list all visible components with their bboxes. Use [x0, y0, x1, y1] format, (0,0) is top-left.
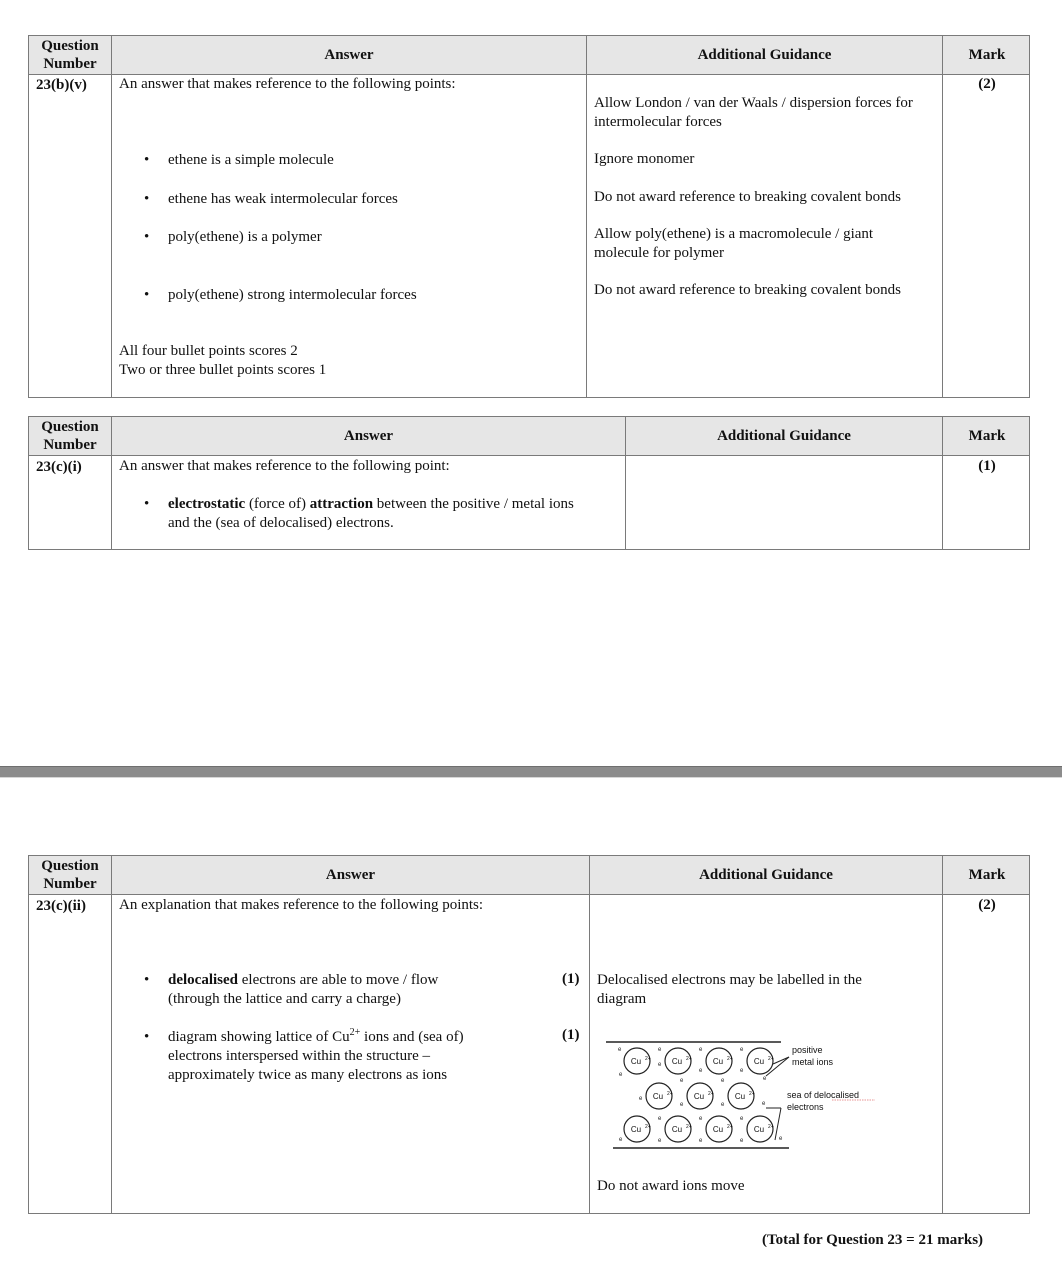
answer-bullet: • ethene is a simple molecule [168, 151, 334, 170]
header-answer: Answer [325, 867, 376, 883]
cu-ion-charge: 2+ [727, 1056, 733, 1062]
bullet-mark: (1) [562, 1027, 580, 1043]
electron: e [658, 1047, 662, 1053]
metallic-lattice-diagram [601, 1036, 901, 1156]
header-mark: Mark [968, 428, 1006, 444]
cu-ion-label: Cu [671, 1125, 683, 1134]
header-answer: Answer [324, 47, 374, 63]
ion-label-arrow [773, 1057, 789, 1064]
header-question-number: Question Number [41, 38, 99, 72]
answer-bullet: • ethene has weak intermolecular forces [168, 190, 398, 209]
electron: e [763, 1076, 767, 1082]
cu-ion-charge: 2+ [768, 1056, 774, 1062]
electron: e [618, 1047, 622, 1053]
cu-ion-label: Cu [671, 1057, 683, 1066]
answer-bullet: • electrostatic (force of) attraction between the positive / metal ions and the (sea of delocalised) electrons. [168, 495, 598, 533]
header-mark: Mark [968, 47, 1006, 63]
label-electrons: electrons [787, 1102, 824, 1112]
question-number: 23(c)(i) [36, 459, 82, 475]
bullet-mark: (1) [562, 971, 580, 987]
electron: e [680, 1078, 684, 1084]
cu-ion-charge: 2+ [645, 1124, 651, 1130]
question-number: 23(c)(ii) [36, 898, 86, 914]
mark-value: (2) [978, 897, 996, 913]
cu-ion-charge: 2+ [667, 1091, 673, 1097]
electron: e [639, 1096, 643, 1102]
cu-ion-label: Cu [630, 1057, 642, 1066]
markscheme-table-23bv [28, 35, 1030, 398]
cu-ion-charge: 2+ [645, 1056, 651, 1062]
answer-bullet: • diagram showing lattice of $Cu^{2+}$ ions and (sea of) electrons interspersed within the structure – approximately twice as many electrons as ions [168, 1028, 508, 1085]
answer-bullet: • poly(ethene) strong intermolecular forces [168, 286, 417, 305]
mark-value: (2) [978, 76, 996, 92]
header-additional-guidance: Additional Guidance [699, 867, 833, 883]
cu-ion-label: Cu [693, 1092, 705, 1101]
mark-value: (1) [978, 458, 996, 474]
cu-ion-label: Cu [734, 1092, 746, 1101]
electron: e [658, 1116, 662, 1122]
page-divider [0, 766, 1062, 778]
electron: e [699, 1047, 703, 1053]
electron: e [699, 1116, 703, 1122]
cu-ion-charge: 2+ [768, 1124, 774, 1130]
header-question-number: Question Number [41, 858, 99, 892]
answer-bullet: • delocalised electrons are able to move / flow (through the lattice and carry a charge) [168, 971, 478, 1009]
cu-ion-charge: 2+ [708, 1091, 714, 1097]
cu-ion-label: Cu [652, 1092, 664, 1101]
answer-intro: An explanation that makes reference to the following points: [119, 897, 484, 913]
header-additional-guidance: Additional Guidance [697, 47, 832, 63]
electron: e [699, 1068, 703, 1074]
electron: e [699, 1138, 703, 1144]
header-question-number: Question Number [41, 419, 99, 453]
question-number: 23(b)(v) [36, 77, 87, 93]
cu-ion-charge: 2+ [686, 1124, 692, 1130]
guidance-note: Allow London / van der Waals / dispersion forces for intermolecular forces [594, 95, 913, 130]
cu-ion-label: Cu [712, 1057, 724, 1066]
electron: e [779, 1136, 783, 1142]
cu-ion-charge: 2+ [686, 1056, 692, 1062]
electron: e [680, 1102, 684, 1108]
label-metal-ions: metal ions [792, 1057, 834, 1067]
cu-ion-label: Cu [630, 1125, 642, 1134]
electron: e [740, 1138, 744, 1144]
electron: e [740, 1068, 744, 1074]
electron: e [762, 1101, 766, 1107]
markscheme-table-23ci [28, 416, 1030, 550]
electron: e [619, 1137, 623, 1143]
header-additional-guidance: Additional Guidance [717, 428, 851, 444]
question-total: (Total for Question 23 = 21 marks) [762, 1232, 984, 1248]
guidance-note: Delocalised electrons may be labelled in the diagram [597, 972, 862, 1007]
guidance-note: Ignore monomer [594, 151, 695, 167]
cu-ion-charge: 2+ [727, 1124, 733, 1130]
label-sea-of-delocalised: sea of delocalised [787, 1090, 860, 1100]
guidance-note: Do not award reference to breaking covalent bonds [594, 189, 901, 205]
electron: e [619, 1072, 623, 1078]
markscheme-table-23cii [28, 855, 1030, 1214]
header-answer: Answer [343, 428, 394, 444]
header-mark: Mark [968, 867, 1006, 883]
answer-intro: An answer that makes reference to the following points: [119, 76, 456, 92]
label-positive-ions: positive [792, 1045, 823, 1055]
answer-bullet: • poly(ethene) is a polymer [168, 228, 322, 247]
electron: e [658, 1062, 662, 1068]
guidance-note: Do not award ions move [597, 1178, 745, 1194]
scoring-rule: Two or three bullet points scores 1 [119, 362, 327, 378]
cu-ion-label: Cu [753, 1125, 765, 1134]
electron: e [740, 1116, 744, 1122]
answer-intro: An answer that makes reference to the following point: [119, 458, 450, 474]
cu-ion-charge: 2+ [749, 1091, 755, 1097]
scoring-rule: All four bullet points scores 2 [119, 343, 298, 359]
cu-ion-label: Cu [712, 1125, 724, 1134]
guidance-note: Do not award reference to breaking covalent bonds [594, 282, 901, 298]
electron: e [658, 1138, 662, 1144]
guidance-note: Allow poly(ethene) is a macromolecule / giant molecule for polymer [594, 226, 874, 261]
electron: e [721, 1078, 725, 1084]
electron: e [721, 1102, 725, 1108]
cu-ion-label: Cu [753, 1057, 765, 1066]
electron: e [740, 1047, 744, 1053]
